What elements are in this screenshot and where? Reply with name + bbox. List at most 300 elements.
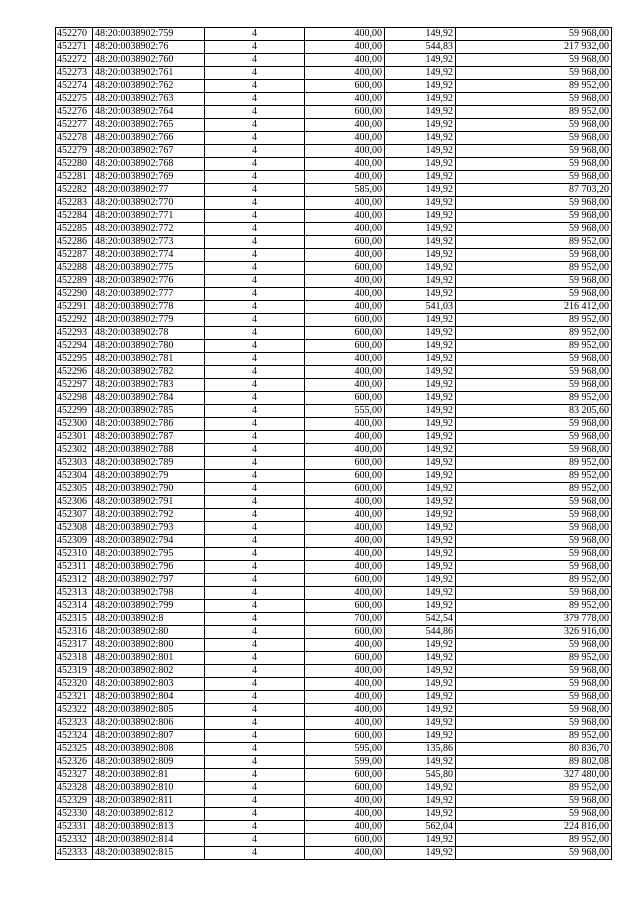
area-cell: 400,00 [305, 223, 385, 236]
cadastral-value-cell: 59 968,00 [456, 197, 612, 210]
record-number-cell: 452273 [56, 67, 93, 80]
record-number-cell: 452282 [56, 184, 93, 197]
area-cell: 400,00 [305, 67, 385, 80]
category-cell: 4 [205, 626, 305, 639]
cadastral-number-cell: 48:20:0038902:813 [93, 821, 205, 834]
record-number-cell: 452302 [56, 444, 93, 457]
record-number-cell: 452309 [56, 535, 93, 548]
table-row [56, 665, 612, 678]
area-cell: 400,00 [305, 418, 385, 431]
record-number-cell: 452314 [56, 600, 93, 613]
table-row [56, 470, 612, 483]
record-number-cell: 452292 [56, 314, 93, 327]
category-cell: 4 [205, 210, 305, 223]
cadastral-number-cell: 48:20:0038902:806 [93, 717, 205, 730]
record-number-cell: 452279 [56, 145, 93, 158]
table-row [56, 171, 612, 184]
record-number-cell: 452289 [56, 275, 93, 288]
area-cell: 400,00 [305, 561, 385, 574]
category-cell: 4 [205, 470, 305, 483]
specific-value-cell: 149,92 [385, 496, 456, 509]
table-row [56, 561, 612, 574]
cadastral-value-cell: 59 968,00 [456, 171, 612, 184]
cadastral-number-cell: 48:20:0038902:762 [93, 80, 205, 93]
table-row [56, 106, 612, 119]
specific-value-cell: 149,92 [385, 249, 456, 262]
cadastral-value-cell: 59 968,00 [456, 522, 612, 535]
cadastral-value-cell: 89 952,00 [456, 782, 612, 795]
record-number-cell: 452285 [56, 223, 93, 236]
specific-value-cell: 149,92 [385, 782, 456, 795]
cadastral-value-cell: 59 968,00 [456, 275, 612, 288]
specific-value-cell: 149,92 [385, 600, 456, 613]
record-number-cell: 452296 [56, 366, 93, 379]
cadastral-value-cell: 59 968,00 [456, 210, 612, 223]
cadastral-number-cell: 48:20:0038902:765 [93, 119, 205, 132]
area-cell: 600,00 [305, 574, 385, 587]
table-row [56, 652, 612, 665]
record-number-cell: 452303 [56, 457, 93, 470]
cadastral-number-cell: 48:20:0038902:782 [93, 366, 205, 379]
specific-value-cell: 149,92 [385, 158, 456, 171]
category-cell: 4 [205, 379, 305, 392]
record-number-cell: 452290 [56, 288, 93, 301]
area-cell: 600,00 [305, 106, 385, 119]
category-cell: 4 [205, 834, 305, 847]
category-cell: 4 [205, 691, 305, 704]
cadastral-value-cell: 89 952,00 [456, 730, 612, 743]
specific-value-cell: 149,92 [385, 197, 456, 210]
table-row [56, 184, 612, 197]
cadastral-number-cell: 48:20:0038902:780 [93, 340, 205, 353]
category-cell: 4 [205, 457, 305, 470]
record-number-cell: 452324 [56, 730, 93, 743]
area-cell: 400,00 [305, 535, 385, 548]
area-cell: 600,00 [305, 769, 385, 782]
area-cell: 400,00 [305, 847, 385, 860]
record-number-cell: 452288 [56, 262, 93, 275]
record-number-cell: 452315 [56, 613, 93, 626]
table-row [56, 340, 612, 353]
record-number-cell: 452313 [56, 587, 93, 600]
cadastral-value-cell: 89 952,00 [456, 574, 612, 587]
specific-value-cell: 149,92 [385, 106, 456, 119]
area-cell: 600,00 [305, 340, 385, 353]
record-number-cell: 452317 [56, 639, 93, 652]
record-number-cell: 452280 [56, 158, 93, 171]
table-row [56, 457, 612, 470]
area-cell: 400,00 [305, 379, 385, 392]
cadastral-value-cell: 89 952,00 [456, 236, 612, 249]
table-row [56, 548, 612, 561]
record-number-cell: 452274 [56, 80, 93, 93]
cadastral-value-cell: 89 952,00 [456, 834, 612, 847]
category-cell: 4 [205, 782, 305, 795]
specific-value-cell: 149,92 [385, 808, 456, 821]
specific-value-cell: 149,92 [385, 210, 456, 223]
specific-value-cell: 149,92 [385, 665, 456, 678]
cadastral-value-cell: 379 778,00 [456, 613, 612, 626]
table-row [56, 236, 612, 249]
cadastral-value-cell: 89 952,00 [456, 483, 612, 496]
record-number-cell: 452331 [56, 821, 93, 834]
area-cell: 400,00 [305, 249, 385, 262]
area-cell: 400,00 [305, 587, 385, 600]
cadastral-number-cell: 48:20:0038902:800 [93, 639, 205, 652]
cadastral-number-cell: 48:20:0038902:80 [93, 626, 205, 639]
specific-value-cell: 149,92 [385, 834, 456, 847]
record-number-cell: 452311 [56, 561, 93, 574]
area-cell: 600,00 [305, 626, 385, 639]
specific-value-cell: 149,92 [385, 67, 456, 80]
table-row [56, 301, 612, 314]
cadastral-number-cell: 48:20:0038902:804 [93, 691, 205, 704]
cadastral-value-cell: 59 968,00 [456, 249, 612, 262]
table-row [56, 418, 612, 431]
specific-value-cell: 149,92 [385, 431, 456, 444]
record-number-cell: 452284 [56, 210, 93, 223]
cadastral-value-cell: 59 968,00 [456, 691, 612, 704]
record-number-cell: 452293 [56, 327, 93, 340]
category-cell: 4 [205, 678, 305, 691]
cadastral-value-cell: 59 968,00 [456, 639, 612, 652]
cadastral-number-cell: 48:20:0038902:783 [93, 379, 205, 392]
record-number-cell: 452327 [56, 769, 93, 782]
specific-value-cell: 149,92 [385, 639, 456, 652]
table-row [56, 262, 612, 275]
cadastral-value-cell: 59 968,00 [456, 587, 612, 600]
record-number-cell: 452312 [56, 574, 93, 587]
area-cell: 400,00 [305, 522, 385, 535]
area-cell: 400,00 [305, 301, 385, 314]
area-cell: 600,00 [305, 652, 385, 665]
category-cell: 4 [205, 600, 305, 613]
cadastral-number-cell: 48:20:0038902:784 [93, 392, 205, 405]
area-cell: 400,00 [305, 665, 385, 678]
area-cell: 595,00 [305, 743, 385, 756]
cadastral-value-cell: 89 952,00 [456, 262, 612, 275]
area-cell: 400,00 [305, 54, 385, 67]
cadastral-value-cell: 59 968,00 [456, 665, 612, 678]
record-number-cell: 452326 [56, 756, 93, 769]
category-cell: 4 [205, 431, 305, 444]
category-cell: 4 [205, 249, 305, 262]
area-cell: 400,00 [305, 197, 385, 210]
area-cell: 600,00 [305, 834, 385, 847]
category-cell: 4 [205, 587, 305, 600]
specific-value-cell: 149,92 [385, 444, 456, 457]
cadastral-value-cell: 89 952,00 [456, 327, 612, 340]
table-row [56, 691, 612, 704]
cadastral-value-cell: 89 952,00 [456, 457, 612, 470]
cadastral-number-cell: 48:20:0038902:799 [93, 600, 205, 613]
specific-value-cell: 149,92 [385, 691, 456, 704]
specific-value-cell: 149,92 [385, 678, 456, 691]
table-row [56, 93, 612, 106]
area-cell: 400,00 [305, 119, 385, 132]
category-cell: 4 [205, 132, 305, 145]
specific-value-cell: 149,92 [385, 171, 456, 184]
table-row [56, 743, 612, 756]
category-cell: 4 [205, 171, 305, 184]
table-row [56, 782, 612, 795]
record-number-cell: 452305 [56, 483, 93, 496]
cadastral-value-cell: 59 968,00 [456, 158, 612, 171]
category-cell: 4 [205, 392, 305, 405]
category-cell: 4 [205, 717, 305, 730]
category-cell: 4 [205, 54, 305, 67]
cadastral-number-cell: 48:20:0038902:769 [93, 171, 205, 184]
category-cell: 4 [205, 483, 305, 496]
cadastral-value-cell: 59 968,00 [456, 561, 612, 574]
table-row [56, 392, 612, 405]
specific-value-cell: 149,92 [385, 704, 456, 717]
category-cell: 4 [205, 639, 305, 652]
cadastral-value-cell: 59 968,00 [456, 418, 612, 431]
table-row [56, 366, 612, 379]
cadastral-value-cell: 89 952,00 [456, 470, 612, 483]
category-cell: 4 [205, 496, 305, 509]
specific-value-cell: 545,80 [385, 769, 456, 782]
cadastral-value-cell: 59 968,00 [456, 795, 612, 808]
area-cell: 400,00 [305, 821, 385, 834]
cadastral-number-cell: 48:20:0038902:8 [93, 613, 205, 626]
record-number-cell: 452294 [56, 340, 93, 353]
cadastral-number-cell: 48:20:0038902:770 [93, 197, 205, 210]
area-cell: 600,00 [305, 327, 385, 340]
specific-value-cell: 149,92 [385, 795, 456, 808]
cadastral-value-cell: 59 968,00 [456, 93, 612, 106]
cadastral-value-cell: 59 968,00 [456, 54, 612, 67]
specific-value-cell: 149,92 [385, 366, 456, 379]
category-cell: 4 [205, 197, 305, 210]
cadastral-number-cell: 48:20:0038902:781 [93, 353, 205, 366]
cadastral-value-cell: 59 968,00 [456, 353, 612, 366]
cadastral-value-table [55, 27, 612, 860]
specific-value-cell: 149,92 [385, 405, 456, 418]
specific-value-cell: 544,86 [385, 626, 456, 639]
record-number-cell: 452328 [56, 782, 93, 795]
area-cell: 400,00 [305, 795, 385, 808]
table-body [56, 28, 612, 860]
specific-value-cell: 149,92 [385, 756, 456, 769]
table-row [56, 314, 612, 327]
cadastral-value-cell: 59 968,00 [456, 119, 612, 132]
table-row [56, 834, 612, 847]
specific-value-cell: 149,92 [385, 145, 456, 158]
area-cell: 600,00 [305, 80, 385, 93]
cadastral-value-cell: 216 412,00 [456, 301, 612, 314]
area-cell: 400,00 [305, 717, 385, 730]
cadastral-number-cell: 48:20:0038902:791 [93, 496, 205, 509]
specific-value-cell: 149,92 [385, 587, 456, 600]
record-number-cell: 452307 [56, 509, 93, 522]
cadastral-value-cell: 59 968,00 [456, 548, 612, 561]
cadastral-number-cell: 48:20:0038902:777 [93, 288, 205, 301]
table-row [56, 41, 612, 54]
record-number-cell: 452300 [56, 418, 93, 431]
cadastral-number-cell: 48:20:0038902:807 [93, 730, 205, 743]
category-cell: 4 [205, 184, 305, 197]
specific-value-cell: 149,92 [385, 561, 456, 574]
cadastral-value-cell: 59 968,00 [456, 678, 612, 691]
area-cell: 600,00 [305, 782, 385, 795]
specific-value-cell: 149,92 [385, 730, 456, 743]
area-cell: 400,00 [305, 145, 385, 158]
cadastral-number-cell: 48:20:0038902:790 [93, 483, 205, 496]
record-number-cell: 452329 [56, 795, 93, 808]
category-cell: 4 [205, 418, 305, 431]
cadastral-number-cell: 48:20:0038902:798 [93, 587, 205, 600]
document-page [55, 27, 611, 860]
record-number-cell: 452320 [56, 678, 93, 691]
table-row [56, 821, 612, 834]
table-row [56, 327, 612, 340]
cadastral-number-cell: 48:20:0038902:767 [93, 145, 205, 158]
cadastral-value-cell: 89 952,00 [456, 652, 612, 665]
specific-value-cell: 149,92 [385, 470, 456, 483]
cadastral-number-cell: 48:20:0038902:808 [93, 743, 205, 756]
table-row [56, 639, 612, 652]
table-row [56, 210, 612, 223]
specific-value-cell: 149,92 [385, 847, 456, 860]
record-number-cell: 452297 [56, 379, 93, 392]
category-cell: 4 [205, 808, 305, 821]
category-cell: 4 [205, 652, 305, 665]
category-cell: 4 [205, 704, 305, 717]
cadastral-value-cell: 59 968,00 [456, 288, 612, 301]
cadastral-value-cell: 89 802,08 [456, 756, 612, 769]
area-cell: 600,00 [305, 262, 385, 275]
cadastral-number-cell: 48:20:0038902:805 [93, 704, 205, 717]
cadastral-number-cell: 48:20:0038902:775 [93, 262, 205, 275]
area-cell: 400,00 [305, 639, 385, 652]
category-cell: 4 [205, 41, 305, 54]
category-cell: 4 [205, 366, 305, 379]
specific-value-cell: 149,92 [385, 288, 456, 301]
cadastral-number-cell: 48:20:0038902:772 [93, 223, 205, 236]
category-cell: 4 [205, 574, 305, 587]
table-row [56, 405, 612, 418]
cadastral-value-cell: 59 968,00 [456, 67, 612, 80]
area-cell: 600,00 [305, 483, 385, 496]
record-number-cell: 452291 [56, 301, 93, 314]
cadastral-value-cell: 59 968,00 [456, 223, 612, 236]
area-cell: 400,00 [305, 366, 385, 379]
cadastral-number-cell: 48:20:0038902:797 [93, 574, 205, 587]
area-cell: 400,00 [305, 431, 385, 444]
table-row [56, 158, 612, 171]
category-cell: 4 [205, 743, 305, 756]
cadastral-value-cell: 59 968,00 [456, 847, 612, 860]
table-row [56, 483, 612, 496]
specific-value-cell: 149,92 [385, 327, 456, 340]
category-cell: 4 [205, 327, 305, 340]
cadastral-value-cell: 59 968,00 [456, 535, 612, 548]
record-number-cell: 452322 [56, 704, 93, 717]
category-cell: 4 [205, 769, 305, 782]
cadastral-value-cell: 59 968,00 [456, 431, 612, 444]
record-number-cell: 452310 [56, 548, 93, 561]
record-number-cell: 452323 [56, 717, 93, 730]
table-row [56, 613, 612, 626]
cadastral-number-cell: 48:20:0038902:766 [93, 132, 205, 145]
specific-value-cell: 562,04 [385, 821, 456, 834]
cadastral-number-cell: 48:20:0038902:803 [93, 678, 205, 691]
area-cell: 400,00 [305, 28, 385, 41]
category-cell: 4 [205, 509, 305, 522]
category-cell: 4 [205, 67, 305, 80]
area-cell: 400,00 [305, 496, 385, 509]
specific-value-cell: 149,92 [385, 340, 456, 353]
area-cell: 700,00 [305, 613, 385, 626]
record-number-cell: 452270 [56, 28, 93, 41]
record-number-cell: 452306 [56, 496, 93, 509]
specific-value-cell: 135,86 [385, 743, 456, 756]
cadastral-value-cell: 59 968,00 [456, 704, 612, 717]
record-number-cell: 452295 [56, 353, 93, 366]
area-cell: 400,00 [305, 678, 385, 691]
cadastral-number-cell: 48:20:0038902:811 [93, 795, 205, 808]
specific-value-cell: 149,92 [385, 483, 456, 496]
cadastral-value-cell: 80 836,70 [456, 743, 612, 756]
cadastral-value-cell: 59 968,00 [456, 496, 612, 509]
category-cell: 4 [205, 756, 305, 769]
specific-value-cell: 149,92 [385, 80, 456, 93]
record-number-cell: 452325 [56, 743, 93, 756]
cadastral-value-cell: 59 968,00 [456, 509, 612, 522]
area-cell: 400,00 [305, 288, 385, 301]
cadastral-number-cell: 48:20:0038902:785 [93, 405, 205, 418]
category-cell: 4 [205, 158, 305, 171]
cadastral-value-cell: 326 916,00 [456, 626, 612, 639]
category-cell: 4 [205, 613, 305, 626]
specific-value-cell: 149,92 [385, 54, 456, 67]
specific-value-cell: 149,92 [385, 28, 456, 41]
category-cell: 4 [205, 535, 305, 548]
record-number-cell: 452298 [56, 392, 93, 405]
area-cell: 400,00 [305, 444, 385, 457]
cadastral-number-cell: 48:20:0038902:792 [93, 509, 205, 522]
record-number-cell: 452332 [56, 834, 93, 847]
table-row [56, 197, 612, 210]
specific-value-cell: 149,92 [385, 314, 456, 327]
cadastral-number-cell: 48:20:0038902:788 [93, 444, 205, 457]
category-cell: 4 [205, 28, 305, 41]
record-number-cell: 452281 [56, 171, 93, 184]
cadastral-number-cell: 48:20:0038902:773 [93, 236, 205, 249]
cadastral-number-cell: 48:20:0038902:760 [93, 54, 205, 67]
cadastral-number-cell: 48:20:0038902:787 [93, 431, 205, 444]
specific-value-cell: 541,03 [385, 301, 456, 314]
area-cell: 400,00 [305, 704, 385, 717]
table-row [56, 288, 612, 301]
area-cell: 600,00 [305, 392, 385, 405]
area-cell: 600,00 [305, 730, 385, 743]
cadastral-number-cell: 48:20:0038902:761 [93, 67, 205, 80]
cadastral-number-cell: 48:20:0038902:778 [93, 301, 205, 314]
specific-value-cell: 149,92 [385, 93, 456, 106]
table-row [56, 808, 612, 821]
table-row [56, 223, 612, 236]
category-cell: 4 [205, 821, 305, 834]
area-cell: 400,00 [305, 275, 385, 288]
table-row [56, 119, 612, 132]
cadastral-number-cell: 48:20:0038902:776 [93, 275, 205, 288]
table-row [56, 496, 612, 509]
cadastral-number-cell: 48:20:0038902:793 [93, 522, 205, 535]
table-row [56, 444, 612, 457]
